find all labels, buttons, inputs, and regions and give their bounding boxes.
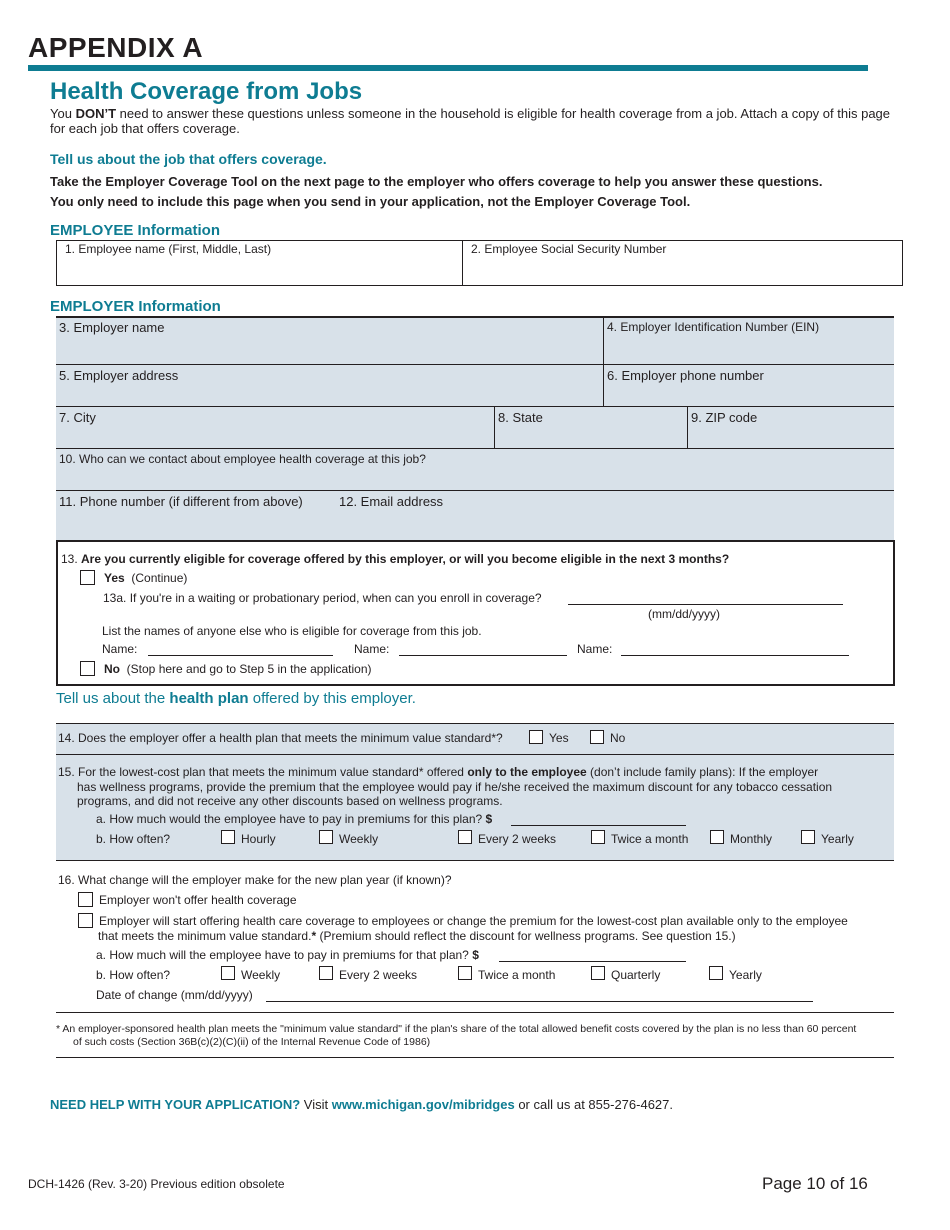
q15-yearly-label: Yearly bbox=[821, 832, 854, 846]
q16a-dollar: $ bbox=[472, 948, 479, 962]
employee-section-heading: EMPLOYEE Information bbox=[50, 222, 221, 239]
q15a-question bbox=[96, 812, 492, 826]
q15-hourly-label: Hourly bbox=[241, 832, 276, 846]
employee-name-label: 1. Employee name (First, Middle, Last) bbox=[65, 242, 272, 256]
instructions-text bbox=[50, 172, 910, 212]
employee-ssn-field[interactable] bbox=[463, 241, 902, 285]
name-line-2[interactable] bbox=[399, 655, 567, 656]
email-address-field[interactable]: 12. Email address bbox=[339, 494, 444, 509]
q15-line1-pre: 15. For the lowest-cost plan that meets the minimum value standard* offered bbox=[58, 765, 468, 779]
name-label-2: Name: bbox=[354, 642, 390, 656]
q15-twicemonth-label: Twice a month bbox=[611, 832, 689, 846]
hp-heading-bold: health plan bbox=[169, 690, 249, 707]
q16-every2weeks-checkbox[interactable] bbox=[319, 966, 333, 980]
instructions-line-2: You only need to include this page when you send in your application, not the Employer Coverage Tool. bbox=[50, 194, 691, 209]
q16-opt2-line-1: Employer will start offering health care coverage to employees or change the premium for the lowest-cost plan available only to the employee bbox=[99, 914, 848, 928]
header-divider-bar bbox=[28, 65, 868, 71]
name-label-1: Name: bbox=[102, 642, 138, 656]
form-id-code: DCH-1426 (Rev. 3-20) bbox=[28, 1177, 148, 1191]
q16a-amount-line[interactable] bbox=[499, 961, 686, 962]
employer-info-box bbox=[56, 316, 894, 540]
employer-name-field[interactable]: 3. Employer name bbox=[59, 320, 165, 335]
appendix-title: APPENDIX A bbox=[28, 32, 204, 63]
q15a-dollar: $ bbox=[485, 812, 493, 826]
q13-yes-checkbox[interactable] bbox=[80, 570, 95, 585]
q13-question bbox=[61, 552, 729, 566]
job-section-heading: Tell us about the job that offers coverage. bbox=[50, 151, 327, 167]
q13-num: 13. bbox=[61, 552, 82, 566]
intro-post: need to answer these questions unless someone in the household is eligible for health coverage from a job. Attach a copy of this page for each job that offers coverage. bbox=[50, 106, 891, 136]
q13-no-note: (Stop here and go to Step 5 in the application) bbox=[126, 662, 372, 676]
q15-hourly-checkbox[interactable] bbox=[221, 830, 235, 844]
contact-person-field[interactable]: 10. Who can we contact about employee health coverage at this job? bbox=[59, 452, 426, 466]
list-names-text: List the names of anyone else who is eligible for coverage from this job. bbox=[102, 624, 482, 638]
q15-monthly-checkbox[interactable] bbox=[710, 830, 724, 844]
help-url-link[interactable]: www.michigan.gov/mibridges bbox=[331, 1097, 515, 1112]
date-format-hint: (mm/dd/yyyy) bbox=[648, 607, 720, 621]
employer-state-field[interactable]: 8. State bbox=[498, 410, 543, 425]
employer-address-field[interactable]: 5. Employer address bbox=[59, 368, 179, 383]
q16-every2weeks-label: Every 2 weeks bbox=[339, 968, 418, 982]
q16-no-coverage-checkbox[interactable] bbox=[78, 892, 93, 907]
q14-question: 14. Does the employer offer a health plan that meets the minimum value standard*? bbox=[58, 731, 503, 745]
help-period: . bbox=[669, 1097, 674, 1112]
q16-quarterly-label: Quarterly bbox=[611, 968, 661, 982]
q13-yes: Yes bbox=[104, 571, 125, 585]
q16a-question bbox=[96, 948, 479, 962]
q16-no-coverage-label: Employer won't offer health coverage bbox=[99, 893, 297, 907]
name-line-3[interactable] bbox=[621, 655, 849, 656]
q16-opt2-star: * bbox=[311, 929, 317, 943]
q15-line-2: has wellness programs, provide the premium that the employee would pay if he/she received the maximum discount for any tobacco cessation bbox=[77, 780, 833, 794]
q14-yes-checkbox[interactable] bbox=[529, 730, 543, 744]
intro-pre: You bbox=[50, 106, 76, 121]
q16-weekly-label: Weekly bbox=[241, 968, 281, 982]
employer-phone-field[interactable]: 6. Employer phone number bbox=[607, 368, 764, 383]
q15-weekly-checkbox[interactable] bbox=[319, 830, 333, 844]
q13-yes-note: (Continue) bbox=[131, 571, 188, 585]
q15-line1-post: (don’t include family plans): If the employer bbox=[586, 765, 819, 779]
q16-yearly-label: Yearly bbox=[729, 968, 762, 982]
q15-every2weeks-checkbox[interactable] bbox=[458, 830, 472, 844]
employer-ein-field[interactable]: 4. Employer Identification Number (EIN) bbox=[607, 320, 820, 334]
q16b-how-often: b. How often? bbox=[96, 968, 171, 982]
phone-number-field[interactable]: 11. Phone number (if different from above) bbox=[59, 494, 303, 509]
q15b-how-often: b. How often? bbox=[96, 832, 171, 846]
intro-text bbox=[50, 106, 900, 136]
q15a-text: a. How much would the employee have to pay in premiums for this plan? bbox=[96, 812, 483, 826]
q16-twicemonth-label: Twice a month bbox=[478, 968, 556, 982]
q14-no-label: No bbox=[610, 731, 626, 745]
q15-every2weeks-label: Every 2 weeks bbox=[478, 832, 557, 846]
employer-section-heading: EMPLOYER Information bbox=[50, 298, 221, 315]
q13a-date-line[interactable] bbox=[568, 604, 843, 605]
name-label-3: Name: bbox=[577, 642, 613, 656]
q13-yes-label bbox=[104, 571, 187, 585]
employer-zip-field[interactable]: 9. ZIP code bbox=[691, 410, 758, 425]
q16a-text: a. How much will the employee have to pay in premiums for that plan? bbox=[96, 948, 469, 962]
q16-twicemonth-checkbox[interactable] bbox=[458, 966, 472, 980]
name-line-1[interactable] bbox=[148, 655, 333, 656]
question-16-area bbox=[56, 862, 894, 1012]
q15-monthly-label: Monthly bbox=[730, 832, 773, 846]
q16-date-line[interactable] bbox=[266, 1001, 813, 1002]
help-line bbox=[50, 1097, 673, 1112]
footnote-box bbox=[56, 1012, 894, 1058]
q13-text: Are you currently eligible for coverage offered by this employer, or will you become eligible in the next 3 months? bbox=[81, 552, 730, 566]
q16-opt2-line-2 bbox=[98, 929, 736, 943]
q15-weekly-label: Weekly bbox=[339, 832, 379, 846]
q16-weekly-checkbox[interactable] bbox=[221, 966, 235, 980]
help-phone: 855-276-4627 bbox=[588, 1097, 670, 1112]
q13a-question: 13a. If you're in a waiting or probationary period, when can you enroll in coverage? bbox=[103, 591, 542, 605]
q16-yearly-checkbox[interactable] bbox=[709, 966, 723, 980]
q15-twicemonth-checkbox[interactable] bbox=[591, 830, 605, 844]
q15a-amount-line[interactable] bbox=[511, 825, 686, 826]
employee-info-box bbox=[56, 240, 903, 286]
q16-start-coverage-checkbox[interactable] bbox=[78, 913, 93, 928]
footnote-line-2: of such costs (Section 36B(c)(2)(C)(ii) of the Internal Revenue Code of 1986) bbox=[73, 1036, 431, 1048]
hp-heading-pre: Tell us about the bbox=[56, 690, 170, 707]
q14-yes-label: Yes bbox=[549, 731, 569, 745]
q13-no-checkbox[interactable] bbox=[80, 661, 95, 676]
health-plan-heading bbox=[56, 690, 416, 707]
q16-date-label: Date of change (mm/dd/yyyy) bbox=[96, 988, 253, 1002]
form-id bbox=[28, 1177, 285, 1191]
page-title: Health Coverage from Jobs bbox=[50, 78, 363, 105]
help-call: or call us at bbox=[514, 1097, 589, 1112]
q13-no-label bbox=[104, 662, 372, 676]
intro-bold: DON’T bbox=[75, 106, 117, 121]
q15-line1-bold: only to the employee bbox=[467, 765, 587, 779]
q15-yearly-checkbox[interactable] bbox=[801, 830, 815, 844]
health-plan-box bbox=[56, 723, 894, 861]
page-number: Page 10 of 16 bbox=[762, 1174, 868, 1193]
instructions-line-1: Take the Employer Coverage Tool on the next page to the employer who offers coverage to help you answer these questions. bbox=[50, 174, 823, 189]
form-obsolete: Previous edition obsolete bbox=[147, 1177, 285, 1191]
employee-ssn-label: 2. Employee Social Security Number bbox=[471, 242, 667, 256]
footnote-line-1: * An employer-sponsored health plan meets the "minimum value standard" if the plan's share of the total allowed benefit costs covered by the plan is no less than 60 percent bbox=[56, 1023, 857, 1035]
q16-opt2-line2-post: (Premium should reflect the discount for wellness programs. See question 15.) bbox=[316, 929, 736, 943]
q15-line-1 bbox=[58, 765, 818, 779]
q15-line-3: programs, and did not receive any other discounts based on wellness programs. bbox=[77, 794, 503, 808]
q16-opt2-line2-pre: that meets the minimum value standard. bbox=[98, 929, 312, 943]
help-heading: NEED HELP WITH YOUR APPLICATION? bbox=[50, 1097, 301, 1112]
q16-quarterly-checkbox[interactable] bbox=[591, 966, 605, 980]
help-visit: Visit bbox=[300, 1097, 332, 1112]
question-13-box bbox=[56, 540, 895, 686]
q14-no-checkbox[interactable] bbox=[590, 730, 604, 744]
employee-name-field[interactable] bbox=[57, 241, 463, 285]
hp-heading-post: offered by this employer. bbox=[248, 690, 416, 707]
q16-question: 16. What change will the employer make for the new plan year (if known)? bbox=[58, 873, 452, 887]
q13-no: No bbox=[104, 662, 120, 676]
employer-city-field[interactable]: 7. City bbox=[59, 410, 96, 425]
